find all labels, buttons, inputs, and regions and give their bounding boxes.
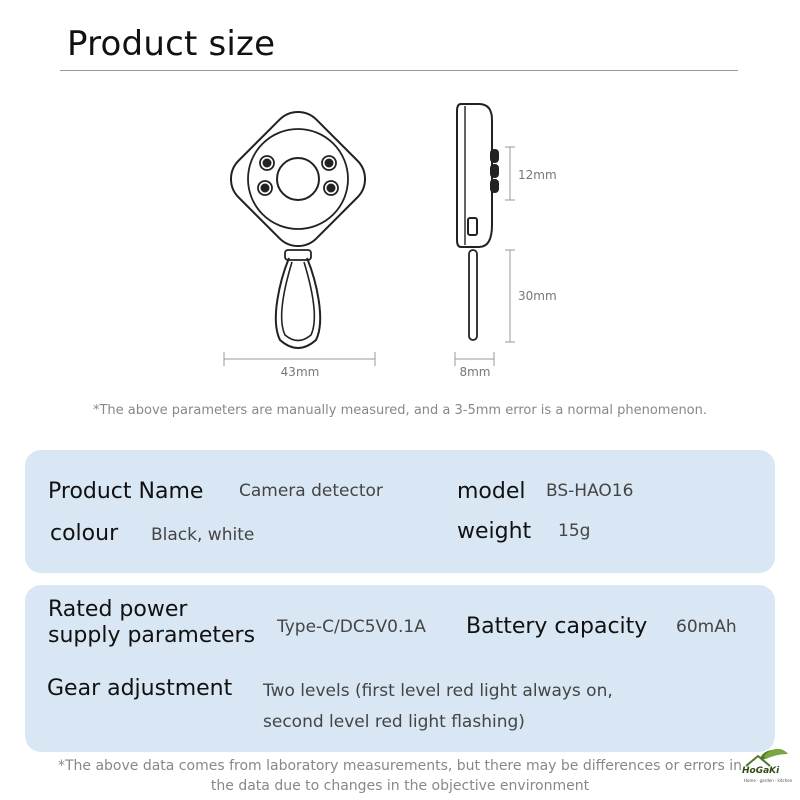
- leaf-house-icon: [740, 748, 798, 768]
- battery-value: 60mAh: [676, 617, 737, 637]
- width-dimension-line: [224, 352, 375, 366]
- side-button: [491, 180, 498, 192]
- lab-note-line1: *The above data comes from laboratory measurements, but there may be differences or errors in: [57, 758, 743, 774]
- weight-value: 15g: [558, 521, 591, 541]
- width-label: 43mm: [280, 365, 320, 379]
- thickness-label: 8mm: [459, 365, 491, 379]
- gear-value-line1: Two levels (first level red light always on,: [263, 681, 613, 701]
- logo-name: HoGaKi: [742, 766, 780, 776]
- measurement-note: *The above parameters are manually measured, and a 3-5mm error is a normal phenomenon.: [92, 403, 708, 418]
- front-view: [220, 101, 376, 348]
- power-value: Type-C/DC5V0.1A: [277, 617, 426, 637]
- weight-label: weight: [457, 519, 532, 544]
- spec-card-primary: [25, 450, 775, 573]
- colour-value: Black, white: [151, 525, 255, 545]
- gear-value-line2: second level red light flashing): [263, 712, 525, 732]
- side-body-outline: [457, 104, 492, 247]
- spec-card-secondary: [25, 585, 775, 752]
- lab-note-line2: the data due to changes in the objective environment: [210, 778, 590, 794]
- model-label: model: [457, 479, 526, 504]
- button-dimension-line: [505, 147, 515, 200]
- button-span-label: 12mm: [518, 168, 557, 182]
- lanyard-dimension-line: [505, 250, 515, 342]
- side-button: [491, 165, 498, 177]
- side-button: [491, 150, 498, 162]
- product-name-value: Camera detector: [239, 481, 383, 501]
- side-view: [457, 104, 498, 340]
- side-lanyard: [469, 250, 477, 340]
- type-c-port: [468, 218, 477, 235]
- lanyard-length-label: 30mm: [518, 289, 557, 303]
- lab-note: [40, 756, 760, 796]
- device-body-outline: [220, 101, 376, 257]
- colour-label: colour: [50, 521, 119, 546]
- power-label-line1: Rated power: [48, 597, 188, 622]
- power-label-line2: supply parameters: [48, 623, 256, 648]
- page-title: Product size: [67, 24, 276, 64]
- lens-ring: [248, 129, 348, 229]
- infrared-led-group: [258, 156, 338, 195]
- center-lens: [277, 158, 319, 200]
- brand-logo: [740, 748, 798, 794]
- product-name-label: Product Name: [48, 479, 204, 504]
- thickness-dimension-line: [455, 352, 494, 366]
- lanyard-inner: [282, 262, 315, 341]
- logo-tagline: Home · garden · kitchen: [744, 778, 793, 783]
- battery-label: Battery capacity: [466, 614, 648, 639]
- model-value: BS-HAO16: [546, 481, 634, 501]
- gear-label: Gear adjustment: [47, 676, 233, 701]
